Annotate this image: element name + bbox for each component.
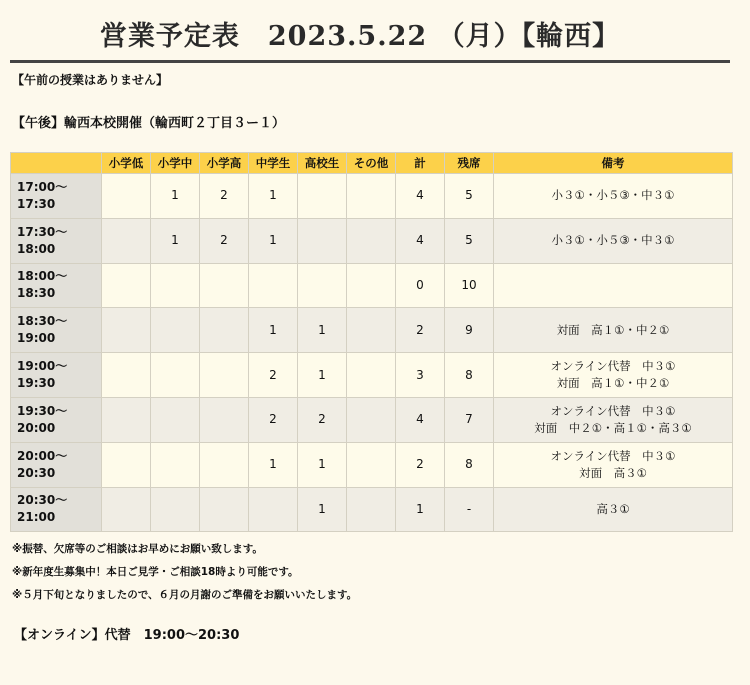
count-cell — [347, 218, 396, 263]
count-cell: 1 — [151, 174, 200, 219]
table-row — [11, 174, 733, 219]
time-cell: 18:30〜19:00 — [11, 308, 102, 353]
header-cell: 計 — [396, 153, 445, 174]
count-cell: 4 — [396, 174, 445, 219]
count-cell — [347, 442, 396, 487]
count-cell — [102, 308, 151, 353]
count-cell: 7 — [445, 397, 494, 442]
count-cell — [102, 218, 151, 263]
count-cell: 1 — [151, 218, 200, 263]
count-cell: 2 — [200, 218, 249, 263]
schedule-table — [10, 152, 733, 532]
count-cell: 8 — [445, 442, 494, 487]
count-cell — [102, 353, 151, 398]
header-cell: 残席 — [445, 153, 494, 174]
count-cell: 4 — [396, 397, 445, 442]
count-cell: 1 — [249, 174, 298, 219]
morning-note: 【午前の授業はありません】 — [12, 73, 169, 87]
count-cell: 4 — [396, 218, 445, 263]
note-cell: オンライン代替 中３① 対面 高３① — [494, 442, 733, 487]
count-cell: 2 — [249, 397, 298, 442]
afternoon-heading: 【午後】輪西本校開催（輪西町２丁目３ー１） — [12, 116, 286, 131]
count-cell: 1 — [298, 353, 347, 398]
table-row — [11, 487, 733, 532]
count-cell — [102, 174, 151, 219]
count-cell — [249, 487, 298, 532]
count-cell — [347, 174, 396, 219]
count-cell: 10 — [445, 263, 494, 308]
footnote: ※新年度生募集中！本日ご見学・ご相談18時より可能です。 — [12, 566, 299, 578]
count-cell: 1 — [249, 218, 298, 263]
note-cell: オンライン代替 中３① 対面 中２①・高１①・高３① — [494, 397, 733, 442]
header-cell: 高校生 — [298, 153, 347, 174]
count-cell — [347, 487, 396, 532]
count-cell — [102, 263, 151, 308]
header-cell: 小学中 — [151, 153, 200, 174]
time-cell: 20:00〜20:30 — [11, 442, 102, 487]
page-title: 営業予定表 2023.5.22 （月）【輪西】 — [99, 21, 621, 52]
count-cell — [200, 397, 249, 442]
count-cell — [298, 174, 347, 219]
count-cell: 2 — [200, 174, 249, 219]
count-cell: 2 — [249, 353, 298, 398]
table-row — [11, 218, 733, 263]
count-cell — [347, 308, 396, 353]
count-cell — [200, 263, 249, 308]
count-cell — [151, 487, 200, 532]
count-cell: 0 — [396, 263, 445, 308]
count-cell — [151, 263, 200, 308]
time-cell: 17:00〜17:30 — [11, 174, 102, 219]
count-cell: 2 — [396, 442, 445, 487]
count-cell — [151, 397, 200, 442]
footnote: ※５月下旬となりましたので、６月の月謝のご準備をお願いいたします。 — [12, 589, 358, 601]
count-cell — [151, 308, 200, 353]
header-cell: 小学低 — [102, 153, 151, 174]
time-cell: 20:30〜21:00 — [11, 487, 102, 532]
count-cell: 1 — [249, 308, 298, 353]
note-cell: オンライン代替 中３① 対面 高１①・中２① — [494, 353, 733, 398]
count-cell — [102, 487, 151, 532]
note-cell: 対面 高１①・中２① — [494, 308, 733, 353]
count-cell — [151, 353, 200, 398]
count-cell — [347, 397, 396, 442]
count-cell — [347, 353, 396, 398]
note-cell — [494, 263, 733, 308]
count-cell: 5 — [445, 174, 494, 219]
count-cell — [200, 353, 249, 398]
header-cell: 備考 — [494, 153, 733, 174]
count-cell — [200, 308, 249, 353]
table-row — [11, 397, 733, 442]
count-cell: 1 — [298, 442, 347, 487]
count-cell: 3 — [396, 353, 445, 398]
title-divider — [10, 60, 730, 63]
count-cell — [249, 263, 298, 308]
note-cell: 小３①・小５③・中３① — [494, 174, 733, 219]
count-cell — [347, 263, 396, 308]
table-row — [11, 442, 733, 487]
header-cell: 小学高 — [200, 153, 249, 174]
note-cell: 高３① — [494, 487, 733, 532]
table-header-row — [11, 153, 733, 174]
online-note: 【オンライン】代替 19:00〜20:30 — [14, 628, 240, 643]
count-cell: 1 — [298, 308, 347, 353]
footnote: ※振替、欠席等のご相談はお早めにお願い致します。 — [12, 543, 263, 555]
count-cell — [102, 397, 151, 442]
count-cell: 1 — [249, 442, 298, 487]
header-cell — [11, 153, 102, 174]
count-cell: 2 — [298, 397, 347, 442]
time-cell: 19:00〜19:30 — [11, 353, 102, 398]
count-cell: 1 — [396, 487, 445, 532]
count-cell: 1 — [298, 487, 347, 532]
header-cell: その他 — [347, 153, 396, 174]
count-cell — [200, 487, 249, 532]
table-row — [11, 263, 733, 308]
count-cell: 2 — [396, 308, 445, 353]
time-cell: 17:30〜18:00 — [11, 218, 102, 263]
header-cell: 中学生 — [249, 153, 298, 174]
table-row — [11, 353, 733, 398]
count-cell — [200, 442, 249, 487]
note-cell: 小３①・小５③・中３① — [494, 218, 733, 263]
table-row — [11, 308, 733, 353]
count-cell — [298, 218, 347, 263]
count-cell: 8 — [445, 353, 494, 398]
count-cell — [102, 442, 151, 487]
count-cell: 9 — [445, 308, 494, 353]
count-cell: 5 — [445, 218, 494, 263]
count-cell — [298, 263, 347, 308]
time-cell: 18:00〜18:30 — [11, 263, 102, 308]
count-cell — [151, 442, 200, 487]
count-cell: - — [445, 487, 494, 532]
time-cell: 19:30〜20:00 — [11, 397, 102, 442]
